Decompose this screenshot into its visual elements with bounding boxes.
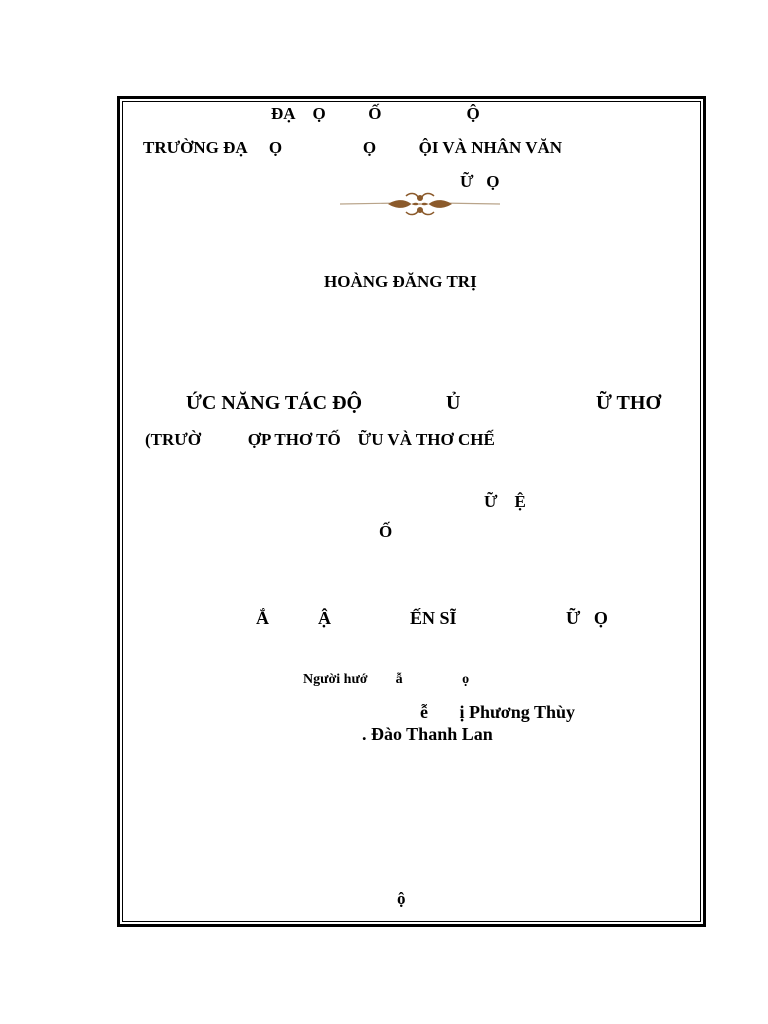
thesis-title-part2: Ủ: [446, 392, 461, 414]
supervisor-name-1: ễ ị Phương Thùy: [420, 702, 575, 722]
thesis-title-part1: ỨC NĂNG TÁC ĐỘ: [186, 392, 363, 414]
supervisor-label: Người hướ ẫ ọ: [303, 672, 470, 687]
university-name: ĐẠ Ọ Ố Ộ: [271, 104, 480, 123]
thesis-subtitle: (TRƯỜ ỢP THƠ TỐ ỮU VÀ THƠ CHẾ: [145, 430, 495, 449]
specialty-code: Ố: [379, 522, 393, 541]
page-border-inner: [122, 101, 701, 922]
supervisor-name-2: . Đào Thanh Lan: [362, 724, 493, 744]
ornament-divider-icon: [340, 190, 500, 218]
author-name: HOÀNG ĐĂNG TRỊ: [324, 272, 477, 291]
degree-part2: Ậ: [318, 608, 331, 628]
department-name: Ữ Ọ: [460, 172, 500, 191]
degree-part4: Ữ Ọ: [566, 608, 608, 628]
faculty-name: TRƯỜNG ĐẠ Ọ Ọ ỘI VÀ NHÂN VĂN: [143, 138, 563, 157]
footer-place-year: ộ: [397, 889, 406, 908]
degree-part1: Ắ: [256, 608, 269, 628]
specialty-name: Ữ Ệ: [484, 492, 526, 511]
degree-part3: ẾN SĨ: [410, 608, 457, 628]
thesis-title-part3: Ữ THƠ: [596, 392, 662, 414]
